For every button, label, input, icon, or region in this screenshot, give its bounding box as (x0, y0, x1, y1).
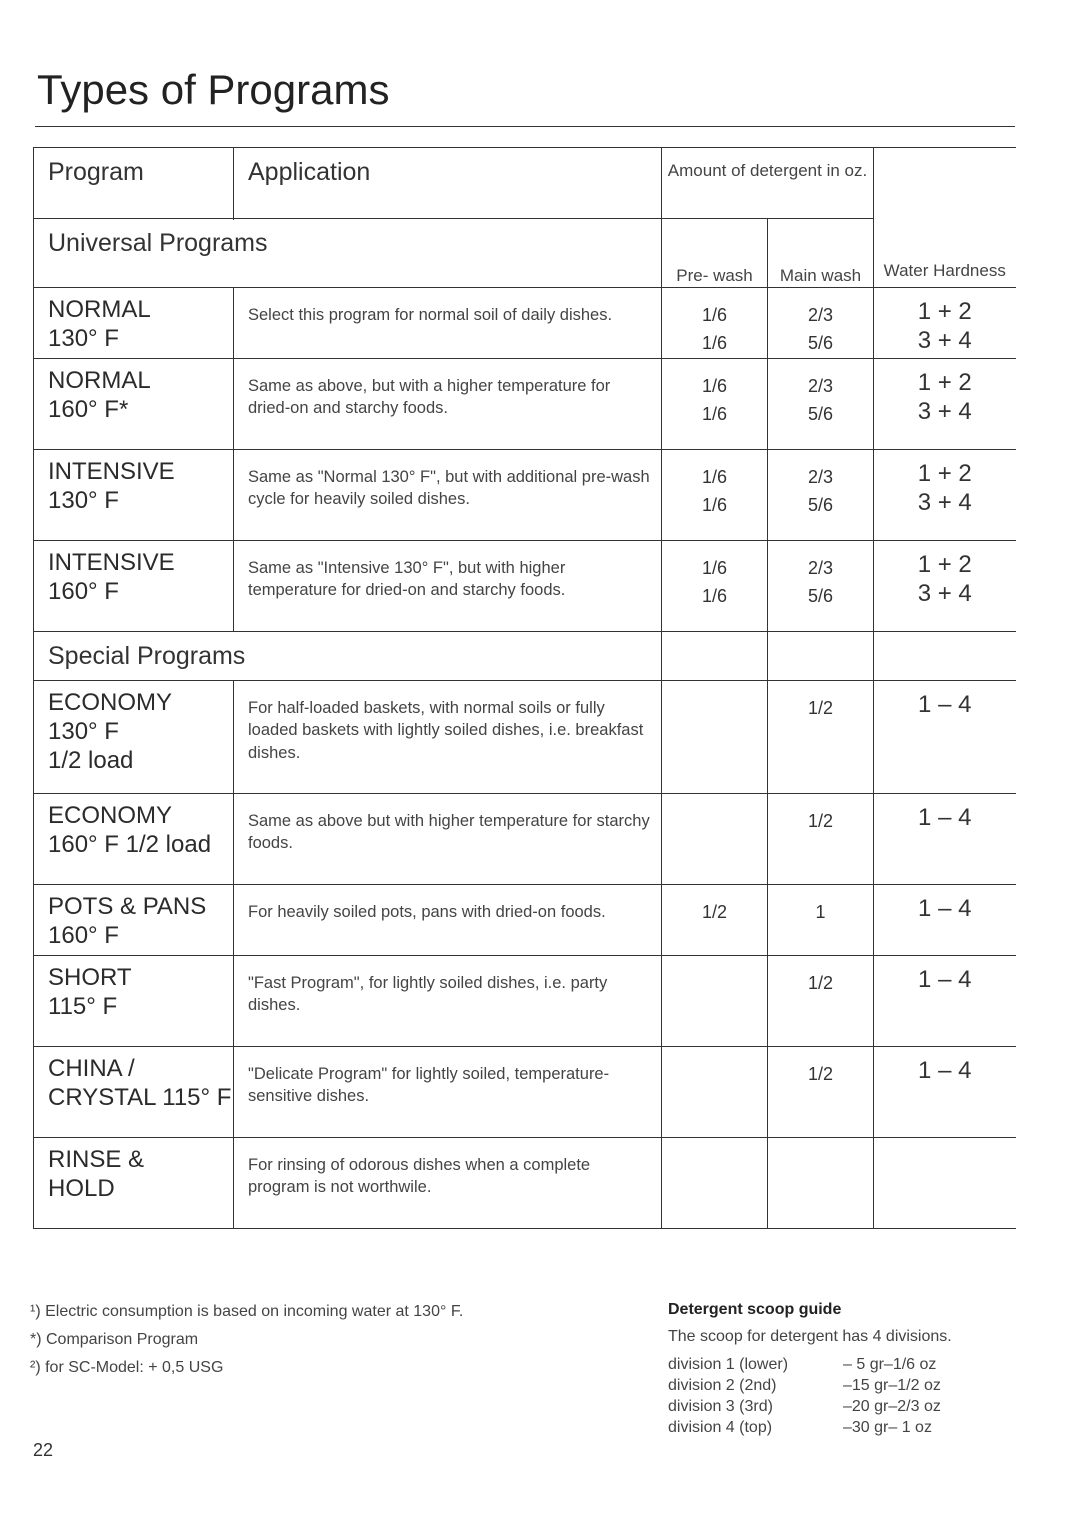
prewash-amount (662, 681, 767, 695)
division-value: –30 gr– 1 oz (843, 1419, 932, 1436)
program-application: Select this program for normal soil of daily dishes. (248, 306, 613, 325)
program-name-cell (34, 794, 234, 885)
program-name (34, 288, 233, 354)
mainwash-amount-cell (768, 541, 874, 632)
header-mainwash-cell (768, 219, 874, 288)
prewash-amount-cell (662, 541, 768, 632)
footnote: *) Comparison Program (30, 1331, 199, 1348)
water-hardness-line: 1 – 4 (918, 966, 972, 994)
prewash-amount (662, 885, 767, 927)
program-name-line: 1/2 load (48, 746, 134, 774)
mainwash-amount (768, 681, 873, 723)
water-hardness (874, 1047, 1016, 1086)
program-name-line: 115° F (48, 992, 118, 1020)
program-name (34, 681, 233, 775)
program-name-cell (34, 450, 234, 541)
prewash-amount (662, 1047, 767, 1061)
header-prewash: Pre- wash (676, 266, 753, 285)
mainwash-amount-cell (768, 681, 874, 794)
mainwash-amount-line: 2/3 (807, 467, 834, 488)
program-name-line: INTENSIVE (48, 458, 175, 486)
mainwash-amount-cell (768, 1138, 874, 1229)
prewash-amount-line: 1/6 (701, 558, 728, 579)
mainwash-amount (768, 794, 873, 836)
program-name-line: RINSE & (48, 1146, 145, 1174)
program-name (34, 794, 233, 860)
mainwash-amount-cell (768, 885, 874, 956)
prewash-amount (662, 288, 767, 358)
program-name-cell (34, 541, 234, 632)
water-hardness-cell (874, 541, 1016, 632)
water-hardness-line: 1 – 4 (918, 895, 972, 923)
header-program: Program (48, 158, 144, 186)
mainwash-amount (768, 359, 873, 429)
scoop-guide-title: Detergent scoop guide (668, 1301, 842, 1318)
mainwash-amount-line: 1/2 (807, 698, 834, 719)
program-row (34, 288, 1016, 359)
mainwash-amount-line: 5/6 (807, 403, 834, 424)
prewash-amount (662, 956, 767, 970)
mainwash-amount-cell (768, 794, 874, 885)
mainwash-amount-cell (768, 450, 874, 541)
program-application: "Fast Program", for lightly soiled dishes, i.e. party dishes. (248, 974, 608, 1015)
mainwash-amount-line: 1 (815, 902, 826, 923)
mainwash-amount-line: 5/6 (807, 494, 834, 515)
header-prewash-cell (662, 219, 768, 288)
program-name (34, 541, 233, 607)
prewash-amount (662, 450, 767, 520)
program-name-line: 160° F (48, 577, 119, 605)
programs-table (33, 147, 1016, 1229)
program-name-cell (34, 1047, 234, 1138)
water-hardness (874, 956, 1016, 995)
scoop-guide (668, 1298, 952, 1438)
water-hardness-cell (874, 359, 1016, 450)
header-amount: Amount of detergent in oz. (667, 161, 868, 180)
section-universal: Universal Programs (48, 229, 268, 257)
prewash-amount (662, 1138, 767, 1152)
water-hardness-line: 1 + 2 (917, 369, 972, 397)
water-hardness-line: 3 + 4 (917, 579, 972, 607)
header-application-cell (234, 148, 662, 219)
water-hardness (874, 288, 1016, 356)
prewash-amount-cell (662, 956, 768, 1047)
program-application-cell (234, 1138, 662, 1229)
prewash-amount-cell (662, 288, 768, 359)
water-hardness-cell (874, 450, 1016, 541)
header-application: Application (248, 158, 371, 186)
mainwash-amount (768, 450, 873, 520)
water-hardness-line: 1 + 2 (917, 460, 972, 488)
header-hardness: Water Hardness (883, 261, 1006, 280)
water-hardness (874, 885, 1016, 924)
header-amount-cell (662, 148, 874, 219)
mainwash-amount-line: 1/2 (807, 811, 834, 832)
program-name-line: 160° F 1/2 load (48, 830, 212, 858)
program-name-cell (34, 288, 234, 359)
program-application: For half-loaded baskets, with normal soils or fully loaded baskets with lightly soiled dishes, i.e. breakfast dishes. (248, 699, 644, 762)
prewash-amount-line: 1/6 (701, 332, 728, 353)
prewash-amount-line: 1/2 (701, 902, 728, 923)
division-label: division 3 (3rd) (668, 1398, 773, 1415)
water-hardness-line: 3 + 4 (917, 397, 972, 425)
page-number: 22 (33, 1440, 54, 1460)
division-label: division 4 (top) (668, 1419, 773, 1436)
program-name-line: CHINA / (48, 1055, 135, 1083)
program-application-cell (234, 794, 662, 885)
water-hardness-line: 1 – 4 (918, 1057, 972, 1085)
header-mainwash: Main wash (779, 266, 862, 285)
water-hardness-cell (874, 288, 1016, 359)
water-hardness-cell (874, 1047, 1016, 1138)
section-special-blank (768, 632, 874, 681)
program-application-cell (234, 288, 662, 359)
water-hardness-line: 3 + 4 (917, 326, 972, 354)
mainwash-amount-cell (768, 956, 874, 1047)
program-name (34, 1138, 233, 1204)
program-name-line: 130° F (48, 717, 119, 745)
program-application-cell (234, 1047, 662, 1138)
footnotes (30, 1298, 463, 1382)
program-name-line: ECONOMY (48, 689, 173, 717)
mainwash-amount (768, 956, 873, 998)
scoop-division-row (668, 1396, 941, 1417)
program-row (34, 956, 1016, 1047)
mainwash-amount-line: 2/3 (807, 305, 834, 326)
water-hardness-cell (874, 885, 1016, 956)
prewash-amount-line: 1/6 (701, 403, 728, 424)
program-row (34, 450, 1016, 541)
program-row (34, 794, 1016, 885)
program-name-line: 130° F (48, 486, 119, 514)
mainwash-amount (768, 541, 873, 611)
prewash-amount (662, 541, 767, 611)
page-title: Types of Programs (37, 66, 390, 113)
scoop-division-row (668, 1375, 941, 1396)
program-application-cell (234, 956, 662, 1047)
program-application: For heavily soiled pots, pans with dried-on foods. (248, 903, 606, 922)
scoop-divisions (668, 1354, 941, 1438)
water-hardness (874, 1138, 1016, 1148)
program-name-cell (34, 1138, 234, 1229)
prewash-amount-cell (662, 681, 768, 794)
program-name-line: POTS & PANS (48, 893, 207, 921)
program-application: For rinsing of odorous dishes when a complete program is not worthwile. (248, 1156, 591, 1197)
section-universal-cell (34, 219, 662, 288)
water-hardness-cell (874, 681, 1016, 794)
scoop-division-row (668, 1354, 941, 1375)
program-application-cell (234, 541, 662, 632)
program-name-line: SHORT (48, 964, 132, 992)
program-row (34, 681, 1016, 794)
section-special-blank (662, 632, 768, 681)
program-name (34, 885, 233, 951)
prewash-amount-line: 1/6 (701, 467, 728, 488)
mainwash-amount-line: 5/6 (807, 585, 834, 606)
water-hardness-line: 1 – 4 (918, 804, 972, 832)
water-hardness (874, 450, 1016, 518)
program-name-line: NORMAL (48, 296, 151, 324)
program-application-cell (234, 450, 662, 541)
program-name-line: 160° F* (48, 395, 129, 423)
header-hardness-cell (874, 148, 1016, 288)
water-hardness-line: 1 – 4 (918, 691, 972, 719)
program-application-cell (234, 359, 662, 450)
mainwash-amount-cell (768, 288, 874, 359)
prewash-amount-line: 1/6 (701, 376, 728, 397)
program-row (34, 359, 1016, 450)
title-divider (35, 126, 1015, 127)
mainwash-amount-line: 2/3 (807, 376, 834, 397)
mainwash-amount-line: 1/2 (807, 1064, 834, 1085)
mainwash-amount-line: 1/2 (807, 973, 834, 994)
scoop-guide-description: The scoop for detergent has 4 divisions. (668, 1328, 952, 1345)
program-name-line: 160° F (48, 921, 119, 949)
prewash-amount-line: 1/6 (701, 585, 728, 606)
program-name-line: NORMAL (48, 367, 151, 395)
prewash-amount-cell (662, 450, 768, 541)
program-name (34, 359, 233, 425)
prewash-amount-cell (662, 794, 768, 885)
program-row (34, 885, 1016, 956)
mainwash-amount-cell (768, 359, 874, 450)
prewash-amount-cell (662, 1047, 768, 1138)
division-label: division 1 (lower) (668, 1356, 789, 1373)
mainwash-amount (768, 1138, 873, 1152)
prewash-amount-cell (662, 359, 768, 450)
prewash-amount (662, 794, 767, 808)
prewash-amount-line: 1/6 (701, 305, 728, 326)
program-name (34, 956, 233, 1022)
mainwash-amount (768, 1047, 873, 1089)
program-application-cell (234, 681, 662, 794)
division-value: –15 gr–1/2 oz (843, 1377, 941, 1394)
prewash-amount-line: 1/6 (701, 494, 728, 515)
program-row (34, 1047, 1016, 1138)
program-name-line: HOLD (48, 1174, 115, 1202)
program-name-line: CRYSTAL 115° F (48, 1083, 232, 1111)
prewash-amount (662, 359, 767, 429)
program-application: Same as "Intensive 130° F", but with higher temperature for dried-on and starchy foods. (248, 559, 566, 600)
mainwash-amount (768, 288, 873, 358)
program-name-line: 130° F (48, 324, 119, 352)
program-name (34, 450, 233, 516)
footnote: ²) for SC-Model: + 0,5 USG (30, 1359, 224, 1376)
water-hardness-cell (874, 1138, 1016, 1229)
mainwash-amount-line: 5/6 (807, 332, 834, 353)
mainwash-amount (768, 885, 873, 927)
water-hardness-line: 1 + 2 (917, 551, 972, 579)
program-application-cell (234, 885, 662, 956)
program-name (34, 1047, 233, 1113)
division-value: – 5 gr–1/6 oz (843, 1356, 937, 1373)
program-name-cell (34, 956, 234, 1047)
program-name-cell (34, 681, 234, 794)
program-application: Same as above, but with a higher temperature for dried-on and starchy foods. (248, 377, 611, 418)
section-special: Special Programs (48, 642, 246, 671)
header-program-cell (34, 148, 234, 219)
water-hardness (874, 541, 1016, 609)
division-value: –20 gr–2/3 oz (843, 1398, 941, 1415)
water-hardness (874, 681, 1016, 720)
division-label: division 2 (2nd) (668, 1377, 777, 1394)
section-special-blank (874, 632, 1016, 681)
program-application: "Delicate Program" for lightly soiled, temperature-sensitive dishes. (248, 1065, 610, 1106)
water-hardness-cell (874, 956, 1016, 1047)
mainwash-amount-line: 2/3 (807, 558, 834, 579)
program-application: Same as above but with higher temperature for starchy foods. (248, 812, 650, 853)
scoop-division-row (668, 1417, 941, 1438)
section-special-cell (34, 632, 662, 681)
program-row (34, 1138, 1016, 1229)
mainwash-amount-cell (768, 1047, 874, 1138)
program-name-cell (34, 885, 234, 956)
water-hardness (874, 359, 1016, 427)
program-name-cell (34, 359, 234, 450)
program-name-line: INTENSIVE (48, 549, 175, 577)
water-hardness-cell (874, 794, 1016, 885)
water-hardness-line: 1 + 2 (917, 298, 972, 326)
prewash-amount-cell (662, 1138, 768, 1229)
water-hardness-line: 3 + 4 (917, 488, 972, 516)
prewash-amount-cell (662, 885, 768, 956)
footnote: ¹) Electric consumption is based on incoming water at 130° F. (30, 1303, 464, 1320)
program-application: Same as "Normal 130° F", but with additional pre-wash cycle for heavily soiled dishes. (248, 468, 650, 509)
water-hardness (874, 794, 1016, 833)
program-row (34, 541, 1016, 632)
program-name-line: ECONOMY (48, 802, 173, 830)
